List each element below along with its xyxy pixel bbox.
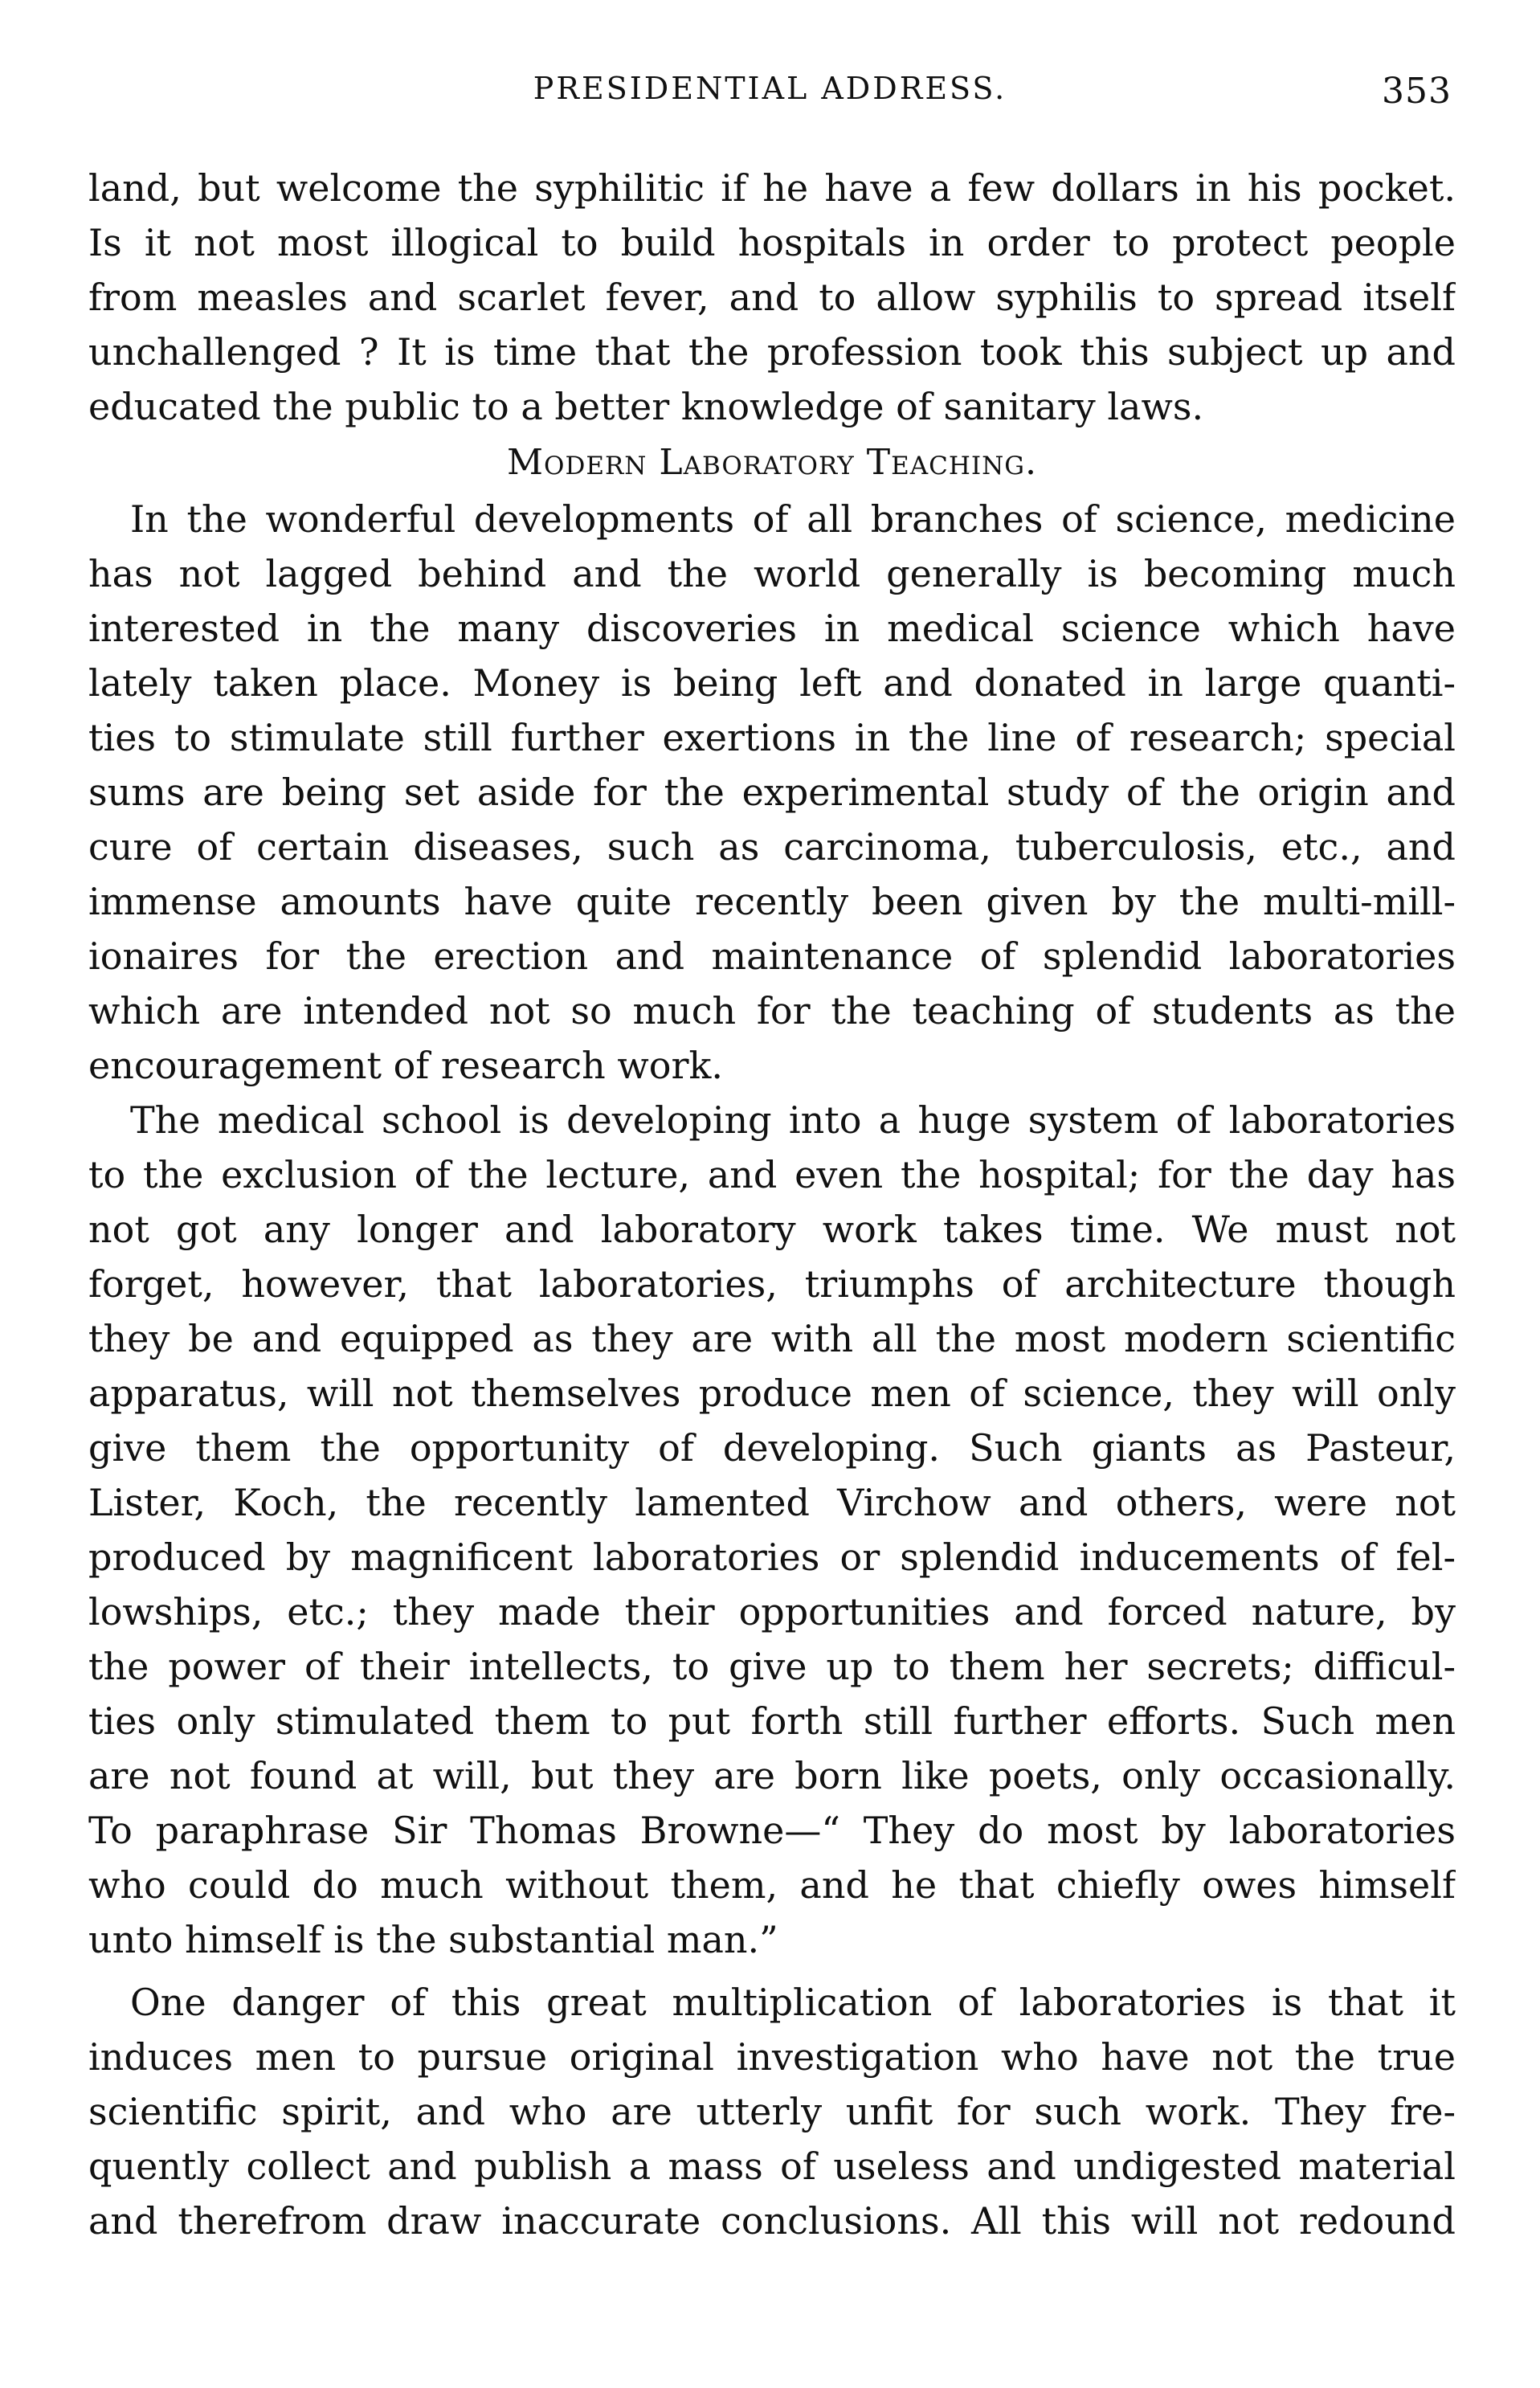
text-line: and therefrom draw inaccurate conclusions. All this will not redound [88, 2199, 1456, 2243]
text-line: lately taken place. Money is being left and donated in large quanti- [88, 661, 1456, 705]
text-line: immense amounts have quite recently been given by the multi-mill- [88, 880, 1456, 923]
paragraph-gap [88, 1967, 1456, 1975]
section-heading: Modern Laboratory Teaching. [507, 442, 1037, 483]
text-line: from measles and scarlet fever, and to allow syphilis to spread itself [88, 276, 1456, 319]
text-line: quently collect and publish a mass of useless and undigested material [88, 2145, 1456, 2188]
text-line: The medical school is developing into a huge system of laboratories [130, 1098, 1456, 1142]
text-line: encouragement of research work. [88, 1044, 723, 1087]
text-line: Is it not most illogical to build hospitals in order to protect people [88, 221, 1456, 264]
page-number: 353 [1382, 71, 1452, 112]
text-line: One danger of this great multiplication of laboratories is that it [130, 1981, 1456, 2024]
running-header [88, 71, 1452, 119]
text-line: Lister, Koch, the recently lamented Virchow and others, were not [88, 1481, 1456, 1524]
body-text [88, 161, 1456, 2248]
text-line: has not lagged behind and the world generally is becoming much [88, 552, 1456, 595]
text-line: unto himself is the substantial man.” [88, 1918, 778, 1961]
text-line: sums are being set aside for the experimental study of the origin and [88, 771, 1456, 814]
text-line: In the wonderful developments of all branches of science, medicine [130, 497, 1456, 541]
text-line: not got any longer and laboratory work takes time. We must not [88, 1208, 1456, 1251]
text-line: land, but welcome the syphilitic if he have a few dollars in his pocket. [88, 166, 1456, 210]
text-line: unchallenged ? It is time that the profession took this subject up and [88, 330, 1456, 374]
text-line: interested in the many discoveries in medical science which have [88, 607, 1456, 650]
running-title: PRESIDENTIAL ADDRESS. [533, 71, 1007, 106]
text-line: ties to stimulate still further exertions in the line of research; special [88, 716, 1456, 759]
paragraph-medical-school [88, 1093, 1456, 1967]
text-line: To paraphrase Sir Thomas Browne—“ They do most by laboratories [88, 1809, 1456, 1852]
text-line: ionaires for the erection and maintenance of splendid laboratories [88, 934, 1456, 978]
text-line: to the exclusion of the lecture, and even the hospital; for the day has [88, 1153, 1456, 1196]
text-line: induces men to pursue original investigation who have not the true [88, 2035, 1456, 2079]
text-line: the power of their intellects, to give up to them her secrets; difficul- [88, 1645, 1456, 1688]
text-line: scientific spirit, and who are utterly unfit for such work. They fre- [88, 2090, 1456, 2133]
text-line: give them the opportunity of developing. Such giants as Pasteur, [88, 1426, 1456, 1470]
text-line: are not found at will, but they are born like poets, only occasionally. [88, 1754, 1456, 1797]
text-line: educated the public to a better knowledge of sanitary laws. [88, 385, 1204, 428]
text-line: cure of certain diseases, such as carcinoma, tuberculosis, etc., and [88, 825, 1456, 869]
text-line: who could do much without them, and he that chiefly owes himself [88, 1863, 1456, 1907]
paragraph-continuation [88, 161, 1456, 434]
text-line: which are intended not so much for the teaching of students as the [88, 989, 1456, 1032]
text-line: apparatus, will not themselves produce men of science, they will only [88, 1372, 1456, 1415]
text-line: lowships, etc.; they made their opportunities and forced nature, by [88, 1590, 1456, 1634]
text-line: ties only stimulated them to put forth still further efforts. Such men [88, 1699, 1456, 1743]
paragraph-developments [88, 492, 1456, 1093]
text-line: they be and equipped as they are with all the most modern scientific [88, 1317, 1456, 1360]
text-line: forget, however, that laboratories, triumphs of architecture though [88, 1262, 1456, 1306]
text-line: produced by magnificent laboratories or splendid inducements of fel- [88, 1535, 1456, 1579]
paragraph-danger [88, 1975, 1456, 2248]
